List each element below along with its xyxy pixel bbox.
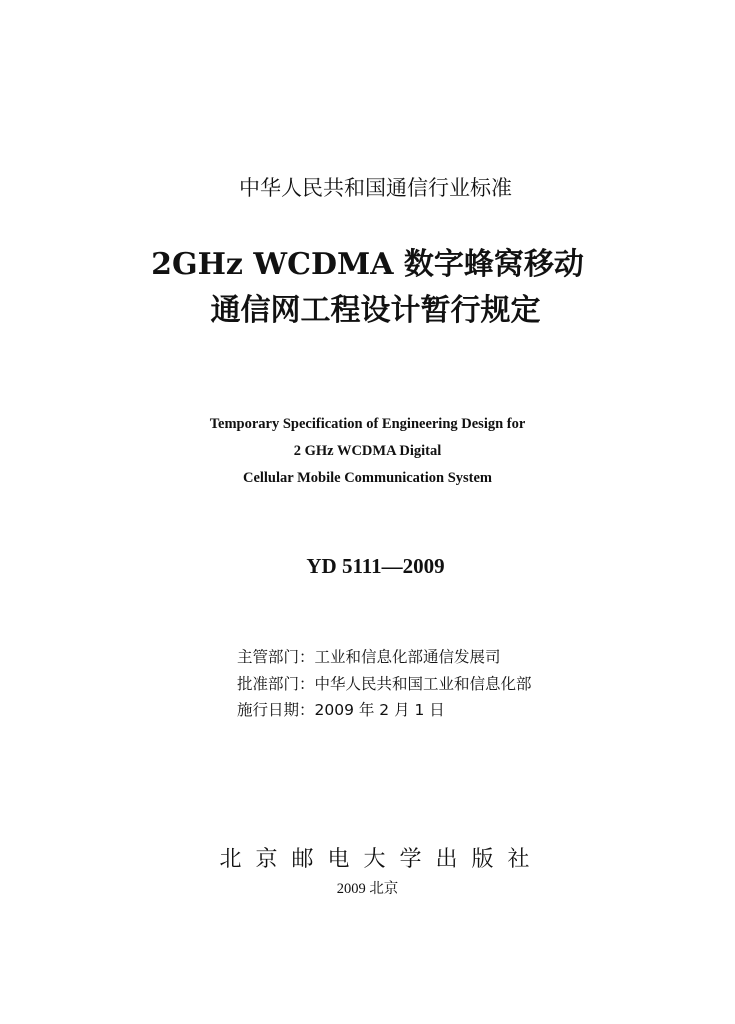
publication-meta xyxy=(237,644,532,724)
effective-date: 施行日期：2009 年 2 月 1 日 xyxy=(237,701,445,719)
title-cn-line2: 通信网工程设计暂行规定 xyxy=(210,293,541,328)
title-cn-line1: 2GHz WCDMA 数字蜂窝移动 xyxy=(151,247,584,282)
competent-department: 主管部门：工业和信息化部通信发展司 xyxy=(237,648,501,666)
publisher-name: 北京邮电大学出版社 xyxy=(219,847,544,872)
title-en-line2: 2 GHz WCDMA Digital xyxy=(293,443,442,459)
publication-year-place: 2009 北京 xyxy=(336,881,399,897)
title-en-line3: Cellular Mobile Communication System xyxy=(242,470,493,486)
standard-series: 中华人民共和国通信行业标准 xyxy=(239,176,512,200)
title-en-line1: Temporary Specification of Engineering Design for xyxy=(209,416,526,432)
approval-department: 批准部门：中华人民共和国工业和信息化部 xyxy=(237,674,532,693)
standard-code: YD 5111—2009 xyxy=(306,554,445,578)
